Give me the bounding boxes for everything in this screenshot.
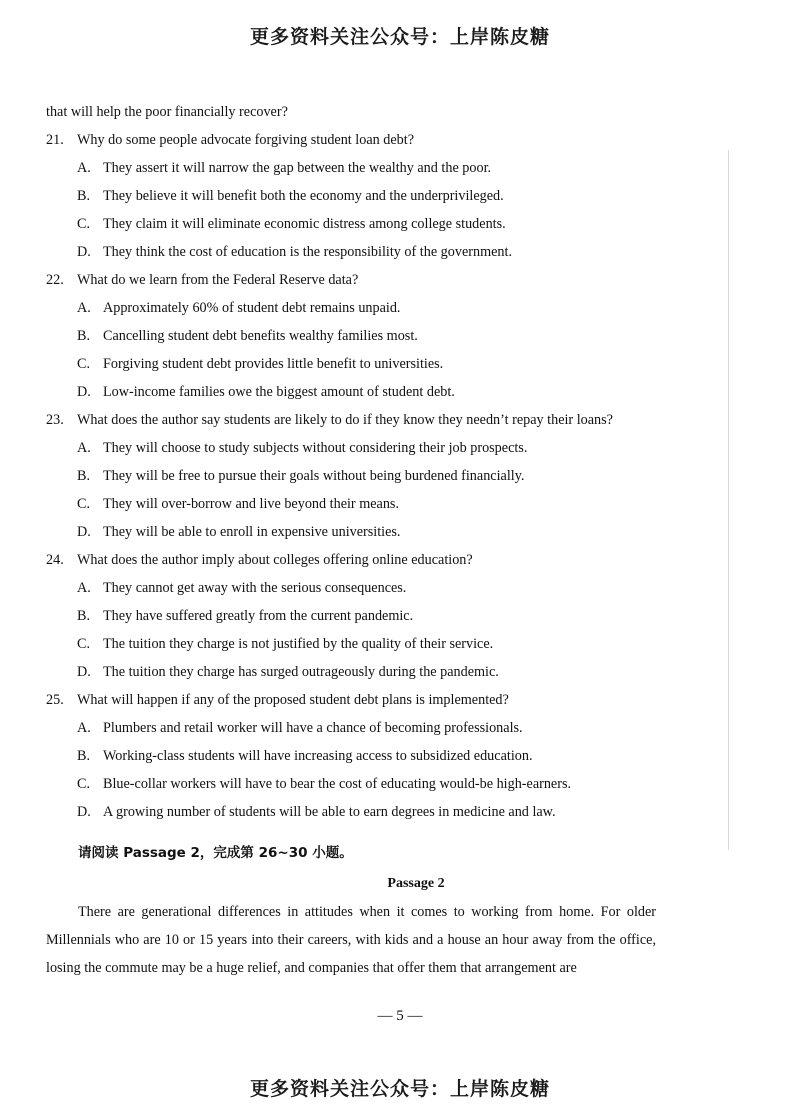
option-text: They will be free to pursue their goals without being burdened financially.: [103, 468, 525, 484]
scan-margin-rule: [728, 150, 729, 850]
question-text: What does the author imply about colleges offering online education?: [77, 552, 473, 568]
question-number: 21.: [46, 132, 64, 148]
answer-option: [46, 658, 726, 686]
question-text: What does the author say students are likely to do if they know they needn’t repay their loans?: [77, 412, 613, 428]
option-text: Plumbers and retail worker will have a chance of becoming professionals.: [103, 720, 523, 736]
option-letter: A.: [77, 580, 91, 596]
passage-instruction: 请阅读 Passage 2，完成第 26~30 小题。: [78, 845, 353, 861]
option-text: They assert it will narrow the gap between the wealthy and the poor.: [103, 160, 492, 176]
question-stem: [46, 686, 726, 714]
option-text: Blue-collar workers will have to bear the cost of educating would-be high-earners.: [103, 776, 572, 792]
question-stem: [46, 266, 726, 294]
question-text: Why do some people advocate forgiving student loan debt?: [77, 132, 414, 148]
question-list: [46, 126, 726, 826]
answer-option: [46, 574, 726, 602]
option-letter: C.: [77, 636, 91, 652]
option-letter: C.: [77, 216, 91, 232]
option-text: Forgiving student debt provides little benefit to universities.: [103, 356, 444, 372]
option-text: They will over-borrow and live beyond their means.: [103, 496, 399, 512]
answer-option: [46, 294, 726, 322]
option-text: They cannot get away with the serious consequences.: [103, 580, 407, 596]
option-text: They think the cost of education is the responsibility of the government.: [103, 244, 512, 260]
answer-option: [46, 350, 726, 378]
option-letter: D.: [77, 384, 91, 400]
option-text: Approximately 60% of student debt remains unpaid.: [103, 300, 401, 316]
option-text: The tuition they charge has surged outrageously during the pandemic.: [103, 664, 499, 680]
option-text: They claim it will eliminate economic distress among college students.: [103, 216, 506, 232]
question-stem: [46, 546, 726, 574]
answer-option: [46, 322, 726, 350]
answer-option: [46, 714, 726, 742]
option-letter: B.: [77, 748, 91, 764]
passage-title: Passage 2: [387, 876, 445, 891]
question-number: 23.: [46, 412, 64, 428]
answer-option: [46, 630, 726, 658]
option-letter: B.: [77, 188, 91, 204]
carry-over-line: that will help the poor financially recover?: [46, 104, 288, 120]
page-number: — 5 —: [377, 1008, 423, 1024]
option-letter: B.: [77, 328, 91, 344]
answer-option: [46, 798, 726, 826]
option-letter: A.: [77, 720, 91, 736]
answer-option: [46, 210, 726, 238]
answer-option: [46, 434, 726, 462]
option-text: The tuition they charge is not justified by the quality of their service.: [103, 636, 494, 652]
option-letter: A.: [77, 300, 91, 316]
option-letter: C.: [77, 776, 91, 792]
exam-content: [46, 98, 726, 982]
option-letter: B.: [77, 468, 91, 484]
question-stem: [46, 126, 726, 154]
answer-option: [46, 518, 726, 546]
question-stem: [46, 406, 726, 434]
option-letter: A.: [77, 440, 91, 456]
answer-option: [46, 154, 726, 182]
option-text: Low-income families owe the biggest amount of student debt.: [103, 384, 455, 400]
answer-option: [46, 238, 726, 266]
answer-option: [46, 602, 726, 630]
option-letter: B.: [77, 608, 91, 624]
option-text: They have suffered greatly from the current pandemic.: [103, 608, 414, 624]
option-text: Cancelling student debt benefits wealthy families most.: [103, 328, 418, 344]
option-text: They will be able to enroll in expensive universities.: [103, 524, 401, 540]
option-letter: D.: [77, 244, 91, 260]
answer-option: [46, 182, 726, 210]
option-letter: D.: [77, 664, 91, 680]
passage-paragraph: There are generational differences in attitudes when it comes to working from home. For older Millennials who are 10 or 15 years into their careers, with kids and a house an hour away from the office, losing the commute may be a huge relief, and companies that offer them that arrangement are: [46, 904, 656, 976]
option-letter: D.: [77, 804, 91, 820]
bottom-banner: 更多资料关注公众号：上岸陈皮糖: [249, 1078, 550, 1100]
option-text: Working-class students will have increasing access to subsidized education.: [103, 748, 533, 764]
answer-option: [46, 490, 726, 518]
top-banner: 更多资料关注公众号：上岸陈皮糖: [249, 26, 550, 48]
question-number: 25.: [46, 692, 64, 708]
answer-option: [46, 742, 726, 770]
answer-option: [46, 378, 726, 406]
question-text: What will happen if any of the proposed student debt plans is implemented?: [77, 692, 509, 708]
option-letter: C.: [77, 496, 91, 512]
question-text: What do we learn from the Federal Reserve data?: [77, 272, 359, 288]
answer-option: [46, 462, 726, 490]
question-number: 24.: [46, 552, 64, 568]
option-text: They will choose to study subjects without considering their job prospects.: [103, 440, 528, 456]
answer-option: [46, 770, 726, 798]
option-letter: D.: [77, 524, 91, 540]
option-text: A growing number of students will be able to earn degrees in medicine and law.: [103, 804, 556, 820]
option-letter: C.: [77, 356, 91, 372]
option-letter: A.: [77, 160, 91, 176]
option-text: They believe it will benefit both the economy and the underprivileged.: [103, 188, 504, 204]
question-number: 22.: [46, 272, 64, 288]
